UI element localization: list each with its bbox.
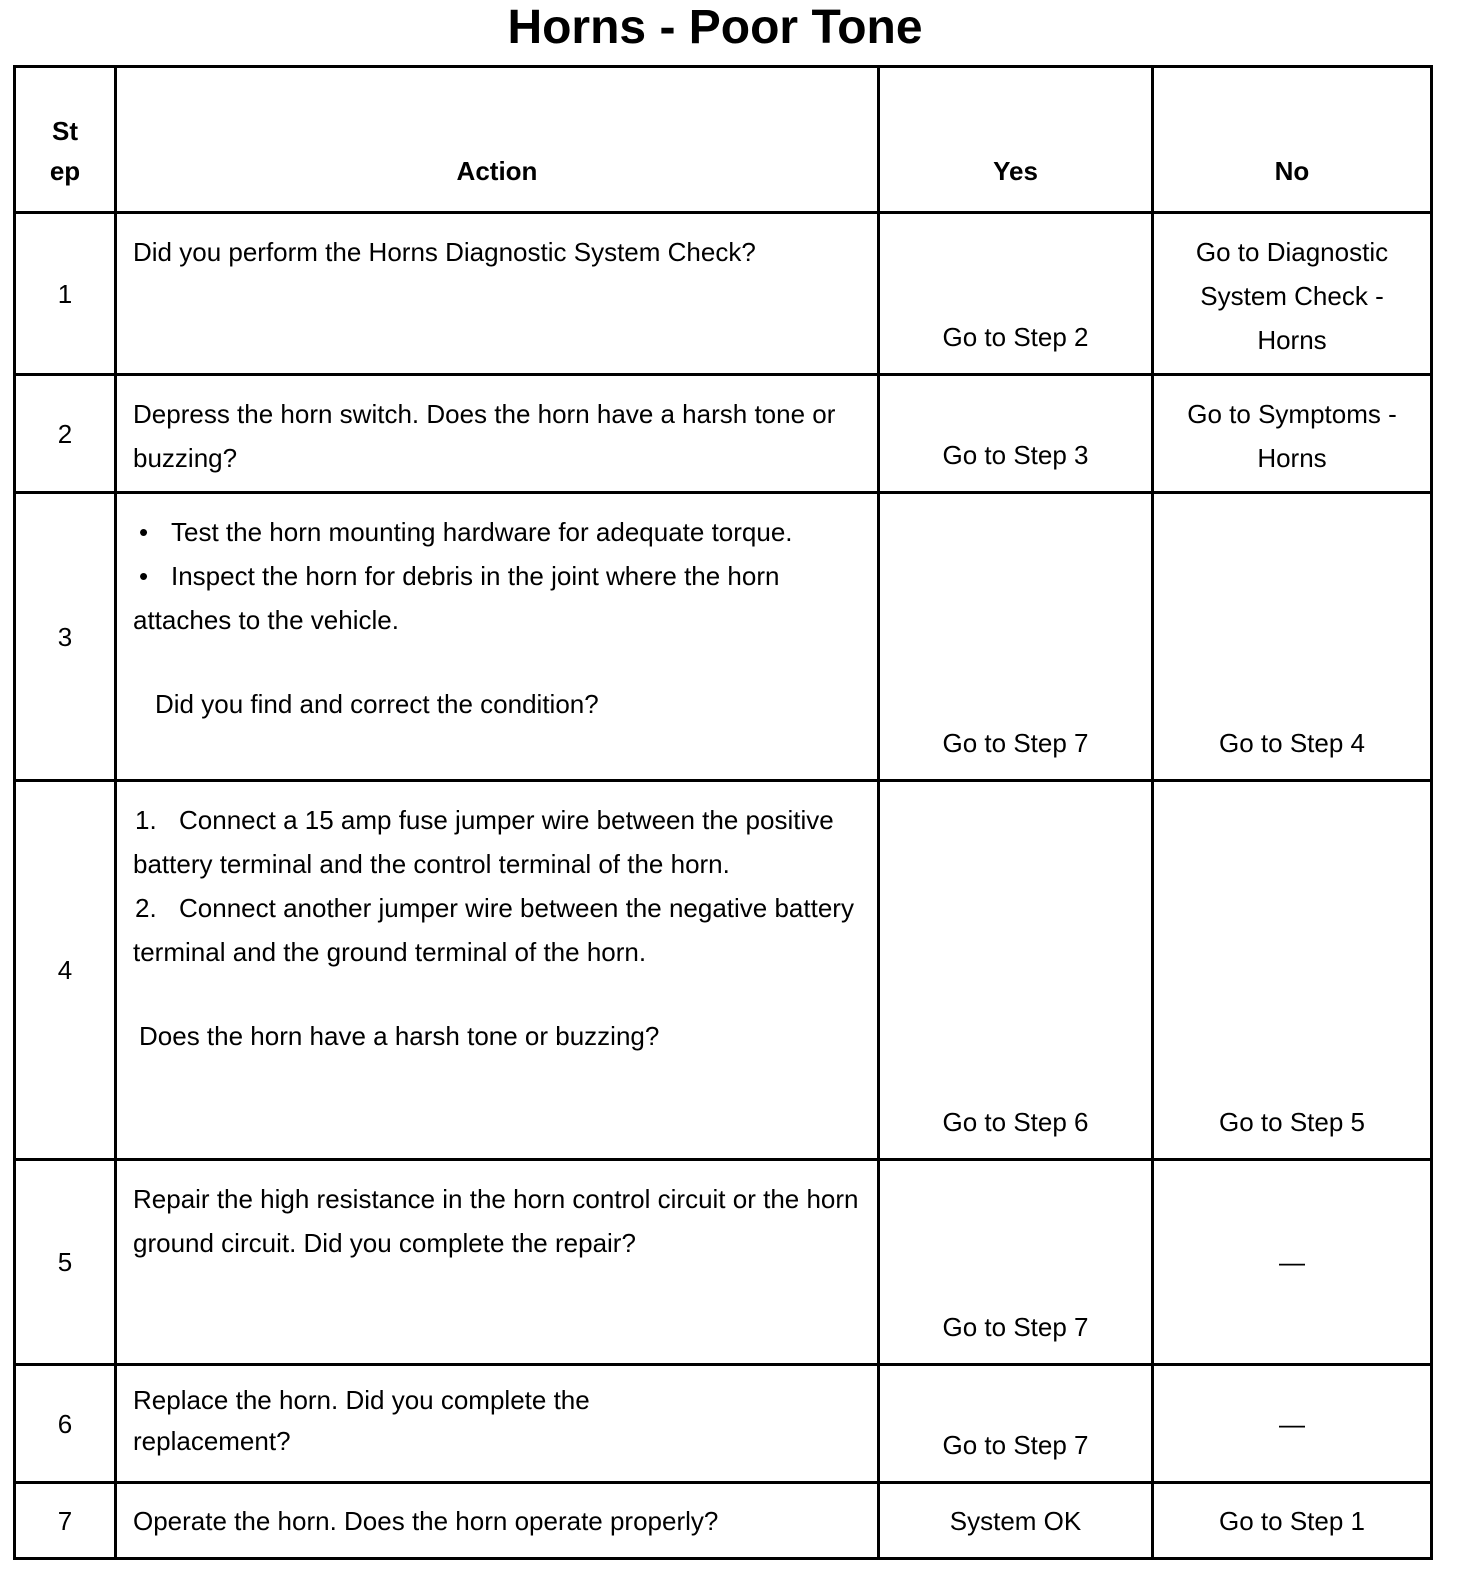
no-result: — <box>1153 1365 1432 1483</box>
numbered-item <box>133 798 863 886</box>
bullet-icon: • <box>139 517 149 547</box>
item-number: 2. <box>135 893 157 923</box>
header-step: St ep <box>15 67 116 213</box>
numbered-text: Connect another jumper wire between the negative battery terminal and the ground terminal of the horn. <box>133 893 854 967</box>
action-text: Replace the horn. Did you complete the replacement? <box>116 1365 879 1483</box>
header-action: Action <box>116 67 879 213</box>
yes-result: Go to Step 6 <box>879 781 1153 1160</box>
bullet-item <box>133 510 863 554</box>
action-cell <box>116 781 879 1160</box>
question-text: Did you find and correct the condition? <box>155 689 599 719</box>
step-number: 7 <box>15 1483 116 1559</box>
action-text: Operate the horn. Does the horn operate properly? <box>116 1483 879 1559</box>
bullet-item <box>133 554 863 642</box>
no-result: Go to Step 5 <box>1153 781 1432 1160</box>
no-result: Go to Diagnostic System Check - Horns <box>1153 213 1432 375</box>
action-text: Depress the horn switch. Does the horn have a harsh tone or buzzing? <box>116 375 879 493</box>
step-number: 6 <box>15 1365 116 1483</box>
table-row <box>15 375 1432 493</box>
numbered-item <box>133 886 863 974</box>
bullet-icon: • <box>139 561 149 591</box>
table-row <box>15 781 1432 1160</box>
no-result: — <box>1153 1160 1432 1365</box>
action-text: Did you perform the Horns Diagnostic System Check? <box>116 213 879 375</box>
no-result: Go to Step 1 <box>1153 1483 1432 1559</box>
bullet-text: Inspect the horn for debris in the joint where the horn attaches to the vehicle. <box>133 561 780 635</box>
yes-result: System OK <box>879 1483 1153 1559</box>
bullet-text: Test the horn mounting hardware for adequate torque. <box>171 517 793 547</box>
yes-result: Go to Step 3 <box>879 375 1153 493</box>
step-number: 1 <box>15 213 116 375</box>
table-row <box>15 493 1432 781</box>
yes-result: Go to Step 7 <box>879 493 1153 781</box>
step-number: 3 <box>15 493 116 781</box>
header-row <box>15 67 1432 213</box>
yes-result: Go to Step 2 <box>879 213 1153 375</box>
step-number: 2 <box>15 375 116 493</box>
page-title: Horns - Poor Tone <box>507 1 923 54</box>
header-no: No <box>1153 67 1432 213</box>
table-row <box>15 1160 1432 1365</box>
yes-result: Go to Step 7 <box>879 1365 1153 1483</box>
table-row <box>15 1365 1432 1483</box>
action-cell <box>116 493 879 781</box>
no-result: Go to Symptoms - Horns <box>1153 375 1432 493</box>
table-row <box>15 1483 1432 1559</box>
yes-result: Go to Step 7 <box>879 1160 1153 1365</box>
item-number: 1. <box>135 805 157 835</box>
action-text: Repair the high resistance in the horn control circuit or the horn ground circuit. Did you complete the repair? <box>116 1160 879 1365</box>
diagnostic-table <box>13 65 1433 1560</box>
no-result: Go to Step 4 <box>1153 493 1432 781</box>
step-number: 4 <box>15 781 116 1160</box>
numbered-text: Connect a 15 amp fuse jumper wire between the positive battery terminal and the control terminal of the horn. <box>133 805 834 879</box>
table-row <box>15 213 1432 375</box>
question-text: Does the horn have a harsh tone or buzzing? <box>139 1021 660 1051</box>
step-number: 5 <box>15 1160 116 1365</box>
header-yes: Yes <box>879 67 1153 213</box>
